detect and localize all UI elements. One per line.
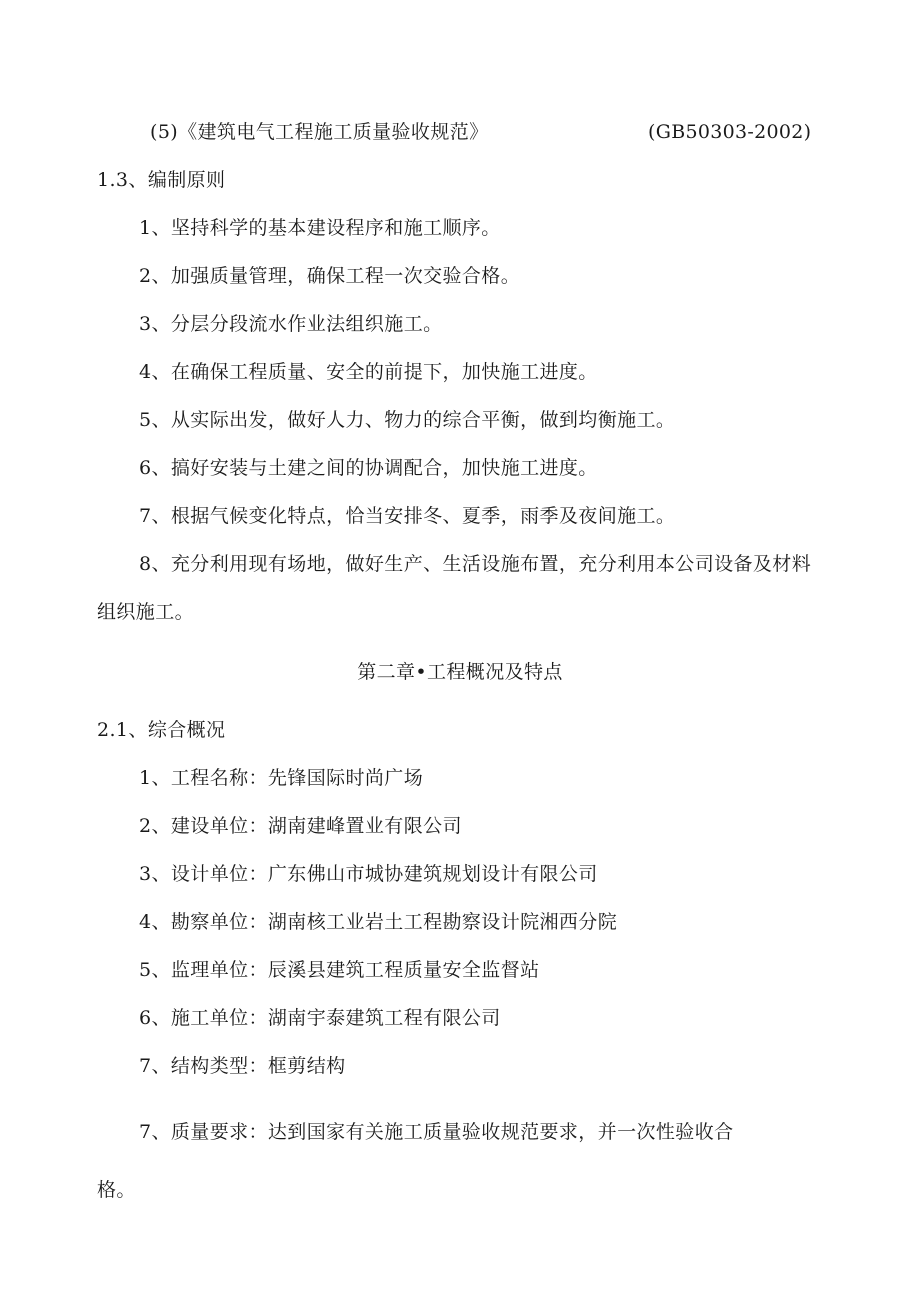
overview-item: 7、质量要求：达到国家有关施工质量验收规范要求，并一次性验收合 [139, 1121, 734, 1143]
overview-item-continuation: 格。 [97, 1179, 136, 1201]
principle-item: 5、从实际出发，做好人力、物力的综合平衡，做到均衡施工。 [139, 409, 676, 431]
reference-item-5-title: (5)《建筑电气工程施工质量验收规范》 [150, 121, 489, 143]
overview-item: 2、建设单位：湖南建峰置业有限公司 [139, 815, 462, 837]
principle-item: 8、充分利用现有场地，做好生产、生活设施布置，充分利用本公司设备及材料 [139, 553, 812, 575]
chapter-title: 第二章•工程概况及特点 [357, 661, 563, 683]
principle-item: 3、分层分段流水作业法组织施工。 [139, 313, 443, 335]
overview-item: 5、监理单位：辰溪县建筑工程质量安全监督站 [139, 959, 540, 981]
overview-item: 3、设计单位：广东佛山市城协建筑规划设计有限公司 [139, 863, 598, 885]
overview-item: 7、结构类型：框剪结构 [139, 1055, 346, 1077]
principle-item: 6、搞好安装与土建之间的协调配合，加快施工进度。 [139, 457, 598, 479]
overview-item: 4、勘察单位：湖南核工业岩土工程勘察设计院湘西分院 [139, 911, 618, 933]
principle-item: 1、坚持科学的基本建设程序和施工顺序。 [139, 217, 501, 239]
principle-item: 7、根据气候变化特点，恰当安排冬、夏季，雨季及夜间施工。 [139, 505, 676, 527]
overview-item: 1、工程名称：先锋国际时尚广场 [139, 767, 424, 789]
reference-item-5-code: (GB50303-2002) [648, 121, 812, 143]
section-2-1-heading: 2.1、综合概况 [97, 719, 226, 741]
section-1-3-heading: 1.3、编制原则 [97, 169, 226, 191]
overview-item: 6、施工单位：湖南宇泰建筑工程有限公司 [139, 1007, 501, 1029]
principle-item-continuation: 组织施工。 [97, 601, 195, 623]
principle-item: 2、加强质量管理，确保工程一次交验合格。 [139, 265, 521, 287]
principle-item: 4、在确保工程质量、安全的前提下，加快施工进度。 [139, 361, 598, 383]
